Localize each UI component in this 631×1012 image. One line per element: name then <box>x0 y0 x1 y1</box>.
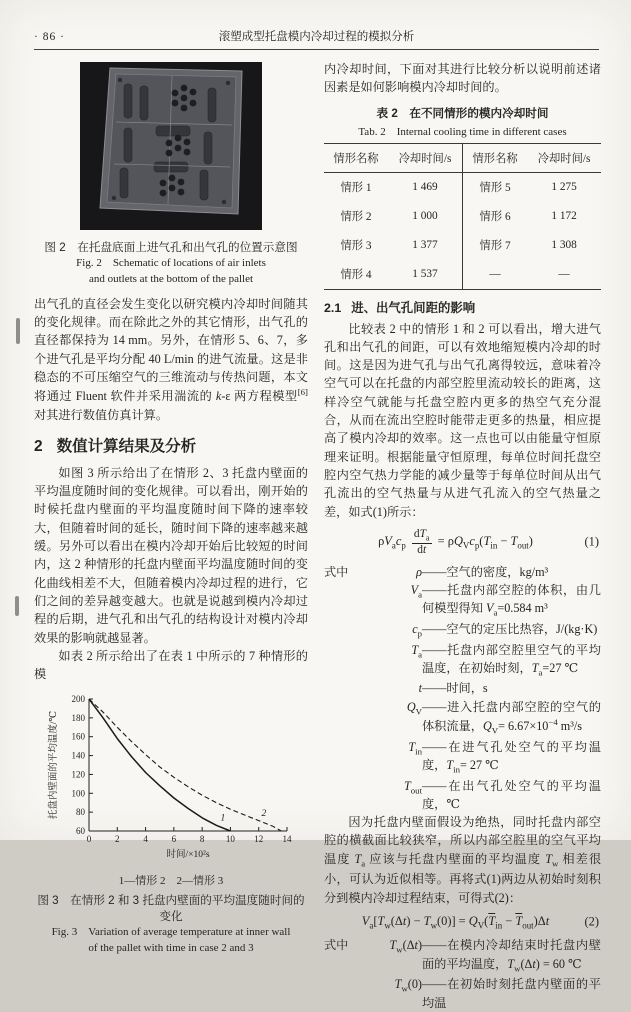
symbol-definition: $T_{out}$ ——在出气孔处空气的平均温度，℃ <box>404 778 601 811</box>
figure3 <box>34 689 308 956</box>
symbol-definition: $c_p$ ——空气的定压比热容，J/(kg·K) <box>412 621 598 639</box>
svg-text:60: 60 <box>76 826 85 837</box>
svg-text:180: 180 <box>71 713 85 724</box>
symbol-definition: $T_a$ ——托盘内部空腔里空气的平均温度，在初始时刻，$T_a=27$ ℃ <box>411 642 601 678</box>
symbol-list-2 <box>324 936 601 1012</box>
pallet-photo <box>80 62 262 230</box>
figure3-legend: 1—情形 2 2—情形 3 <box>118 875 224 888</box>
paragraph-table2-lead: 如表 2 所示给出了在表 1 中所示的 7 种情形的模 <box>34 648 308 682</box>
table2-header-cell: 情形名称 <box>462 143 527 172</box>
section-2-title: 数值计算结果及分析 <box>56 437 197 455</box>
svg-text:80: 80 <box>76 807 85 818</box>
section-2-number: 2 <box>34 437 43 455</box>
svg-text:时间/×10²s: 时间/×10²s <box>166 850 210 861</box>
svg-text:200: 200 <box>71 694 85 705</box>
svg-text:2: 2 <box>261 809 267 820</box>
figure2 <box>34 62 308 287</box>
paragraph-section2: 如图 3 所示给出了在情形 2、3 托盘内壁面的平均温度随时间的变化规律。可以看出，刚开始的时候托盘内壁面的平均温度随时间下降的速率较大，但随着时间的延长，随时间下降的速率越来越缓。另外可以看出在模内冷却开始后比较短的时间内，这 2 种情形的托盘内壁面平均温度随时间的变化曲线相差不大，但随着模内冷却过程的进行，它们之间的差异越变越大。也就是说越到模内冷却过程的后期，进气孔和出气孔的结构设计对模内冷却效果的影响就越显著。 <box>34 465 308 645</box>
section-2-heading <box>34 434 308 456</box>
scan-artifact <box>16 318 20 344</box>
symbol-definition: $V_a$ ——托盘内部空腔的体积，由几何模型得知 $V_a=0.584$ m³ <box>410 582 601 618</box>
svg-text:0: 0 <box>86 834 92 845</box>
svg-text:14: 14 <box>282 834 292 845</box>
right-column <box>324 60 601 1012</box>
running-title: 滚塑成型托盘模内冷却过程的模拟分析 <box>218 31 415 43</box>
scan-artifact <box>15 596 19 616</box>
symbol-list-1 <box>324 563 601 813</box>
equation-2-number: (2) <box>584 914 599 929</box>
page-header <box>34 28 599 50</box>
svg-text:160: 160 <box>71 732 85 743</box>
svg-text:140: 140 <box>71 750 85 761</box>
section-21-title: 进、出气孔间距的影响 <box>351 300 476 315</box>
table-row: 情形 1 1 469 情形 5 1 275 <box>324 172 601 202</box>
equation-1-number: (1) <box>584 534 599 549</box>
symbol-definition: $T_w(0)$ ——在初始时刻托盘内壁面的平均温 <box>394 977 601 1010</box>
figure3-caption-en-line2: of the pallet with time in case 2 and 3 <box>88 942 254 955</box>
figure2-caption-en-line1: Fig. 2 Schematic of locations of air inlets <box>76 257 266 269</box>
table-row: 情形 3 1 377 情形 7 1 308 <box>324 231 601 260</box>
svg-text:10: 10 <box>225 834 235 845</box>
svg-text:4: 4 <box>143 834 148 845</box>
table-row: 情形 4 1 537 — — <box>324 260 601 290</box>
paragraph-continuation-left: 出气孔的直径会发生变化以研究模内冷却时间随其的变化规律。而在除此之外的其它情形，出气孔的直径都保持为 14 mm。另外，在情形 5、6、7，多个进气孔是平均分配 40 L/min 的进气流量。这是非稳态的不可压缩空气的三维流动与传热问题，本文将通过 Fluent 软件并采用湍流的 k-ε 两方程模型[6]对其进行数值仿真计算。 <box>34 296 308 422</box>
symbol-definition: 式中 ρ ——空气的密度，kg/m³ <box>324 564 549 579</box>
svg-text:6: 6 <box>171 834 177 845</box>
svg-text:2: 2 <box>115 834 120 845</box>
figure3-chart <box>34 689 308 870</box>
equation-2 <box>324 907 601 936</box>
section-21-number: 2.1 <box>324 300 342 315</box>
svg-text:1: 1 <box>220 814 226 825</box>
equation-2-body: $V_a[T_w(\Delta t) - T_w(0)] = Q_V(\overline{T}_{in} - \overline{T}_{out})\Delta t$ <box>361 913 550 931</box>
svg-text:8: 8 <box>199 834 205 845</box>
paragraph-continuation-right: 内冷却时间，下面对其进行比较分析以说明前述诸因素是如何影响模内冷却时间的。 <box>324 62 601 95</box>
left-column <box>34 60 308 956</box>
symbol-definition: t ——时间，s <box>418 681 488 696</box>
table2-header-row <box>324 143 601 172</box>
figure2-caption-zh: 图 2 在托盘底面上进气孔和出气孔的位置示意图 <box>44 241 298 254</box>
paragraph-21-1: 比较表 2 中的情形 1 和 2 可以看出，增大进气孔和出气孔的间距，可以有效地缩短模内冷却的时间。这是因为进气孔与出气孔离得较远，意味着冷空气可以在托盘的内部空腔里流动较长的距离，这样冷空气就能与托盘空腔内更多的热空气充分混合，从而在流出空腔时能带走更多的热量，相应提高了模内冷却的效率。这一点也可以由能量守恒原理来证明。根据能量守恒原理，每单位时间托盘空腔内空气热力学能的减少量等于每单位时间从出气孔流出的空气热量与从进气孔流入的空气热量之差，如式(1)所示： <box>324 321 601 519</box>
svg-text:100: 100 <box>71 788 85 799</box>
symbol-definition: $Q_V$ ——进入托盘内部空腔的空气的体积流量，$Q_V= 6.67\times 10^{-4}$ m³/s <box>406 699 601 736</box>
equation-1 <box>324 521 601 563</box>
page-number: · 86 · <box>34 31 65 43</box>
paragraph-21-2: 因为托盘内壁面假设为绝热，同时托盘内部空腔的横截面比较狭窄，所以内部空腔里的空气平均温度 $T_a$ 应该与托盘内壁面的平均温度 $T_w$ 相差很小，可认为近似相等。再将式(1)两边从初始时刻积分到模内冷却过程结束，可得式(2)： <box>324 815 602 905</box>
svg-text:12: 12 <box>254 834 264 845</box>
table2 <box>324 143 601 290</box>
table2-header-cell: 冷却时间/s <box>527 143 601 172</box>
figure2-caption-en-line2: and outlets at the bottom of the pallet <box>88 272 254 285</box>
table2-header-cell: 情形名称 <box>324 143 388 172</box>
figure3-caption-zh: 图 3 在情形 2 和 3 托盘内壁面的平均温度随时间的变化 <box>37 894 305 924</box>
table2-header-cell: 冷却时间/s <box>388 143 462 172</box>
symbol-definition: $T_{in}$ ——在进气孔处空气的平均温度，$T_{in}= 27$ ℃ <box>408 739 601 775</box>
figure3-caption-en-line1: Fig. 3 Variation of average temperature at inner wall <box>51 926 291 939</box>
table-row: 情形 2 1 000 情形 6 1 172 <box>324 202 601 231</box>
table2-body <box>324 172 601 289</box>
svg-text:托盘内壁面的平均温度/℃: 托盘内壁面的平均温度/℃ <box>49 711 59 820</box>
section-21-heading <box>324 298 601 316</box>
svg-text:120: 120 <box>71 769 85 780</box>
table2-caption-zh: 表 2 在不同情形的模内冷却时间 <box>376 106 549 120</box>
equation-1-body: $\rho V_ac_p$ $\frac{dT_a}{dt}$ = $\rho Q_Vc_p(T_{in} - T_{out})$ <box>378 527 533 556</box>
table2-caption-en: Tab. 2 Internal cooling time in different cases <box>358 125 567 138</box>
symbol-definition: 式中 $T_w(\Delta t)$ ——在模内冷却结束时托盘内壁面的平均温度，$T_w(\Delta t) = 60$ ℃ <box>324 938 601 974</box>
header-rule <box>34 49 599 50</box>
